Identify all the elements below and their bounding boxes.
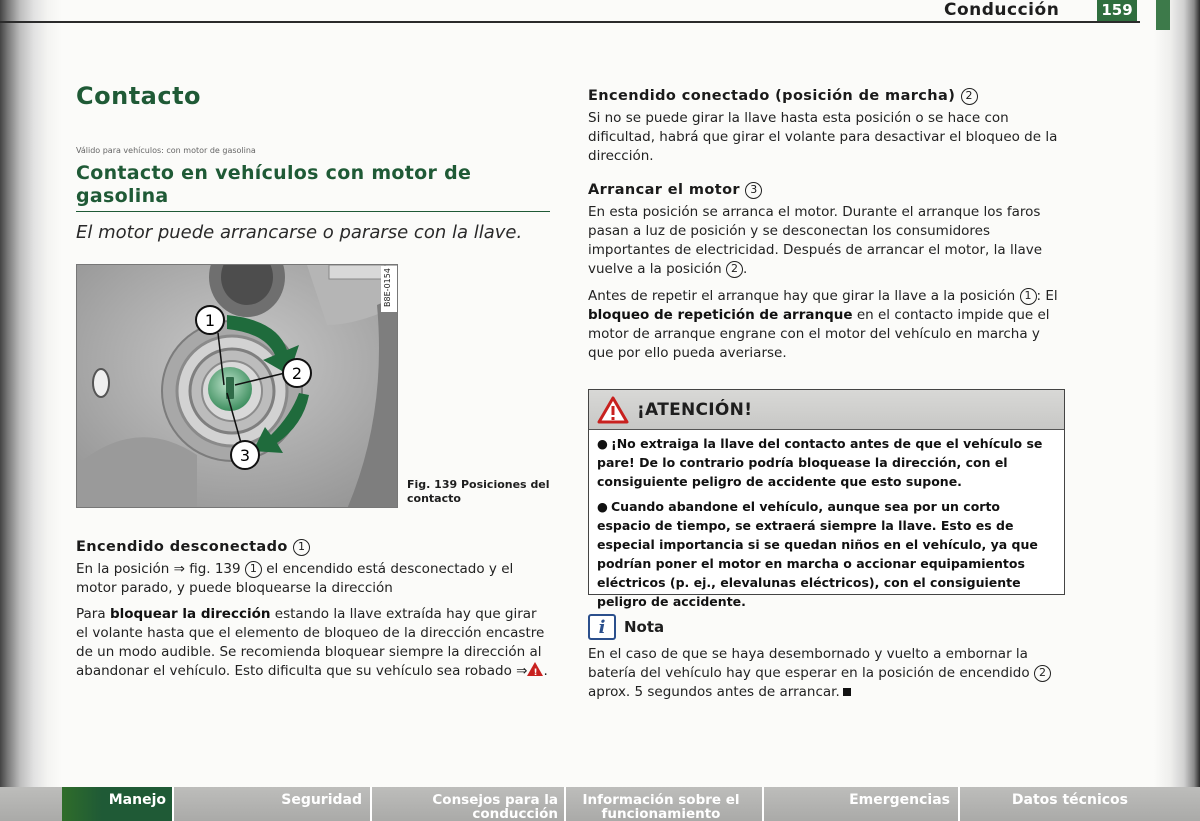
- info-icon: i: [588, 614, 616, 640]
- figure-number: Fig. 139: [407, 478, 458, 491]
- warning-box: [588, 389, 1065, 609]
- ignition-illustration: [77, 265, 398, 508]
- running-header: Conducción: [944, 0, 1060, 20]
- nav-tab-seguridad[interactable]: Seguridad: [281, 792, 362, 808]
- header-rule: [0, 21, 1140, 23]
- figure-code: B8E-0154: [381, 266, 397, 312]
- warning-item: ● ¡No extraiga la llave del contacto antes de que el vehículo se pare! De lo contrario podría bloquease la dirección, con el consiguiente peligro de accidente que esto supone.: [597, 436, 1043, 489]
- position-marker: 1: [1020, 288, 1037, 305]
- paragraph: Antes de repetir el arranque hay que girar la llave a la posición 1 : El bloqueo de repetición de arranque en el contacto impide que el motor de arranque engrane con el motor del vehículo en marcha y que por ello pueda averiarse.: [588, 288, 1058, 361]
- page-edge-shadow: [1154, 0, 1200, 821]
- paragraph: Si no se puede girar la llave hasta esta posición o se hace con dificultad, habrá que girar el volante para desactivar el bloqueo de la dirección.: [588, 110, 1058, 164]
- nav-tab-emergencias[interactable]: Emergencias: [849, 792, 950, 808]
- position-marker: 2: [1034, 665, 1051, 682]
- ignition-figure: [76, 264, 398, 508]
- section-start-engine: [588, 180, 1066, 363]
- figure-label-2: 2: [291, 364, 303, 383]
- paragraph: En esta posición se arranca el motor. Durante el arranque los faros pasan a luz de posición y se desconectan los consumidores importantes de electricidad. Después de arrancar el motor, la llave vuelve a la posición 2 .: [588, 204, 1043, 277]
- nav-tab-informacion[interactable]: Información sobre el funcionamiento: [582, 792, 740, 821]
- validity-note: Válido para vehículos: con motor de gasolina: [76, 146, 256, 155]
- nav-tab-consejos[interactable]: Consejos para la conducción: [432, 792, 558, 821]
- position-marker: 2: [726, 261, 743, 278]
- lead-text: El motor puede arrancarse o pararse con la llave.: [76, 222, 523, 243]
- section-ignition-off: [76, 537, 550, 681]
- position-marker: 1: [245, 561, 262, 578]
- figure-label-3: 3: [239, 446, 251, 465]
- nav-tab-datos-tecnicos[interactable]: Datos técnicos: [1011, 792, 1128, 808]
- section-ignition-on: [588, 86, 1066, 166]
- warning-triangle-icon: [597, 396, 629, 424]
- warning-header: [589, 390, 1064, 430]
- paragraph: Para bloquear la dirección estando la llave extraída hay que girar el volante hasta que el elemento de bloqueo de la dirección encastre de un modo audible. Se recomienda bloquear siempre la dirección al abandonar el vehículo. Esto dificulta que su vehículo sea robado ⇒! .: [76, 605, 550, 681]
- book-spine-shadow: [0, 0, 62, 821]
- position-marker: 3: [745, 182, 762, 199]
- note-header: [588, 614, 664, 640]
- chapter-title: Contacto: [76, 82, 202, 110]
- section-heading: Arrancar el motor 3: [588, 180, 1066, 200]
- section-heading: Encendido desconectado 1: [76, 537, 550, 557]
- note-text: En el caso de que se haya desembornado y vuelto a embornar la batería del vehículo hay que esperar en la posición de encendido 2 aprox. 5 segundos antes de arrancar.: [588, 645, 1066, 702]
- position-marker: 1: [293, 539, 310, 556]
- end-of-section-icon: [843, 688, 851, 696]
- thumb-tab: [1156, 0, 1170, 30]
- note-title: Nota: [624, 618, 665, 636]
- page-number: 159: [1097, 0, 1137, 21]
- figure-label-1: 1: [204, 311, 216, 330]
- warning-title: ¡ATENCIÓN!: [637, 399, 753, 420]
- paragraph: En la posición ⇒ fig. 139 1 el encendido está desconectado y el motor parado, y puede bloquearse la dirección: [76, 561, 514, 596]
- nav-tab-manejo[interactable]: Manejo: [62, 787, 172, 821]
- warning-item: ● Cuando abandone el vehículo, aunque sea por un corto espacio de tiempo, se extraerá siempre la llave. Esto es de especial importancia si se quedan niños en el vehículo, ya que podrían poner el motor en marcha o accionar equipamientos eléctricos (p. ej., elevalunas eléctricos), con el consiguiente peligro de accidente.: [597, 499, 1038, 609]
- warning-icon: [527, 662, 543, 676]
- position-marker: 2: [961, 88, 978, 105]
- section-heading: Encendido conectado (posición de marcha) 2: [588, 86, 1066, 106]
- figure-caption: [407, 478, 555, 506]
- figure-caption-text: Posiciones del contacto: [407, 478, 550, 505]
- section-title: Contacto en vehículos con motor de gasolina: [76, 162, 550, 212]
- chapter-nav-bar: [0, 787, 1200, 821]
